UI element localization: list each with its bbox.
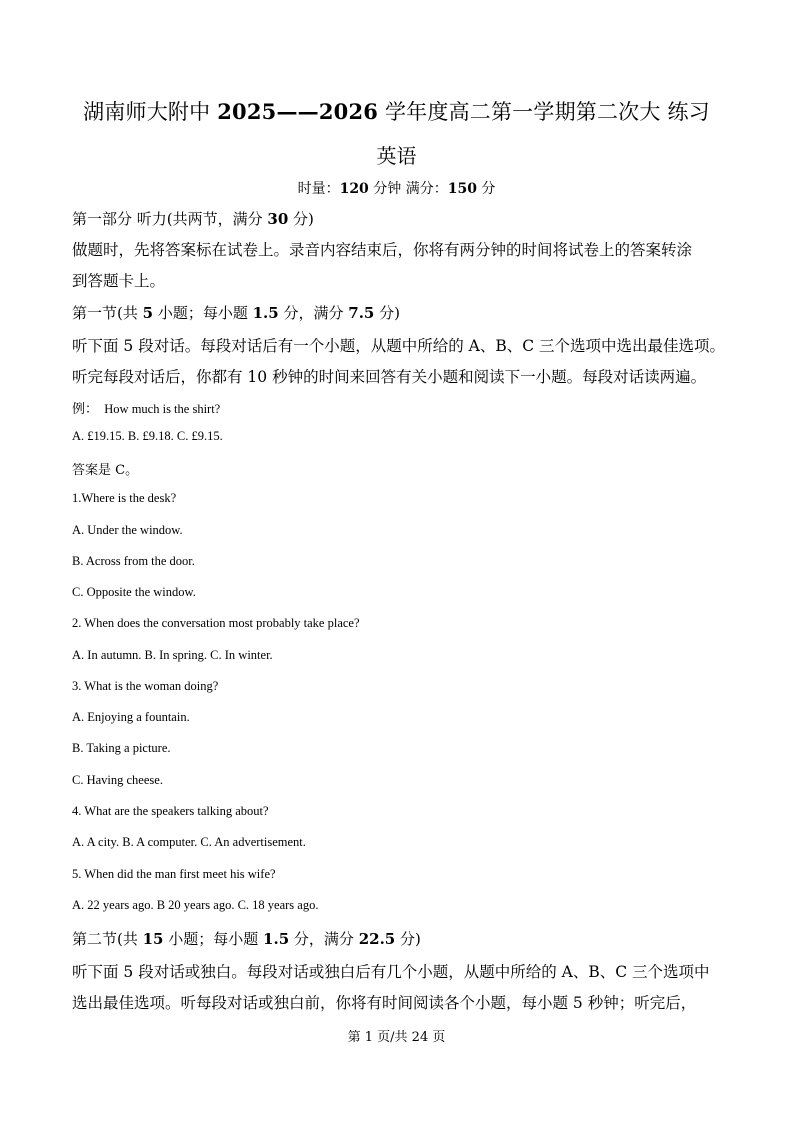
example-answer: 答案是 C。 (72, 463, 139, 478)
part1-heading: 第一部分 听力(共两节，满分 30 分) (72, 210, 314, 228)
section2-instructions-line2: 选出最佳选项。听每段对话或独白前，你将有时间阅读各个小题，每小题 5 秒钟；听完后， (72, 994, 697, 1012)
page-number: 第 1 页/共 24 页 (347, 1030, 446, 1045)
option-line: A. Enjoying a fountain. (72, 710, 190, 724)
option-line: B. Taking a picture. (72, 741, 171, 755)
section1-instructions-line2: 听完每段对话后，你都有 10 秒钟的时间来回答有关小题和阅读下一小题。每段对话读两遍。 (72, 368, 707, 386)
question-line: 5. When did the man first meet his wife? (72, 867, 276, 881)
title-school: 湖南师大附中 (83, 100, 218, 124)
section2-instructions-line1: 听下面 5 段对话或独白。每段对话或独白后有几个小题，从题中所给的 A、B、C 三个选项中 (72, 963, 710, 981)
section1-heading: 第一节(共 5 小题；每小题 1.5 分，满分 7.5 分) (72, 304, 400, 322)
title-term: 学年度高二第一学期第二次大 练习 (378, 100, 710, 124)
option-line: A. In autumn. B. In spring. C. In winter. (72, 648, 273, 662)
question-line: 3. What is the woman doing? (72, 679, 219, 693)
time-value: 120 (339, 181, 369, 197)
part1-instructions-line2: 到答题卡上。 (72, 272, 166, 290)
exam-title (0, 96, 793, 126)
score-value: 150 (447, 181, 477, 197)
exam-time-score: 时量：120 分钟 满分：150 分 (297, 181, 496, 197)
question-line: 2. When does the conversation most probably take place? (72, 616, 360, 630)
exam-subject: 英语 (376, 144, 417, 168)
section2-heading: 第二节(共 15 小题；每小题 1.5 分，满分 22.5 分) (72, 930, 421, 948)
option-line: B. Across from the door. (72, 554, 195, 568)
option-line: C. Opposite the window. (72, 585, 196, 599)
question-line: 4. What are the speakers talking about? (72, 804, 269, 818)
title-years: 2025——2026 (217, 99, 379, 124)
part1-instructions-line1: 做题时，先将答案标在试卷上。录音内容结束后，你将有两分钟的时间将试卷上的答案转涂 (72, 241, 693, 259)
example-question: 例： How much is the shirt? (72, 402, 221, 417)
option-line: A. 22 years ago. B 20 years ago. C. 18 years ago. (72, 898, 319, 912)
option-line: C. Having cheese. (72, 773, 163, 787)
option-line: A. Under the window. (72, 523, 183, 537)
example-options: A. £19.15. B. £9.18. C. £9.15. (72, 429, 223, 443)
question-line: 1.Where is the desk? (72, 491, 177, 505)
option-line: A. A city. B. A computer. C. An advertisement. (72, 835, 306, 849)
section1-instructions-line1: 听下面 5 段对话。每段对话后有一个小题，从题中所给的 A、B、C 三个选项中选出最佳选项。 (72, 337, 726, 355)
